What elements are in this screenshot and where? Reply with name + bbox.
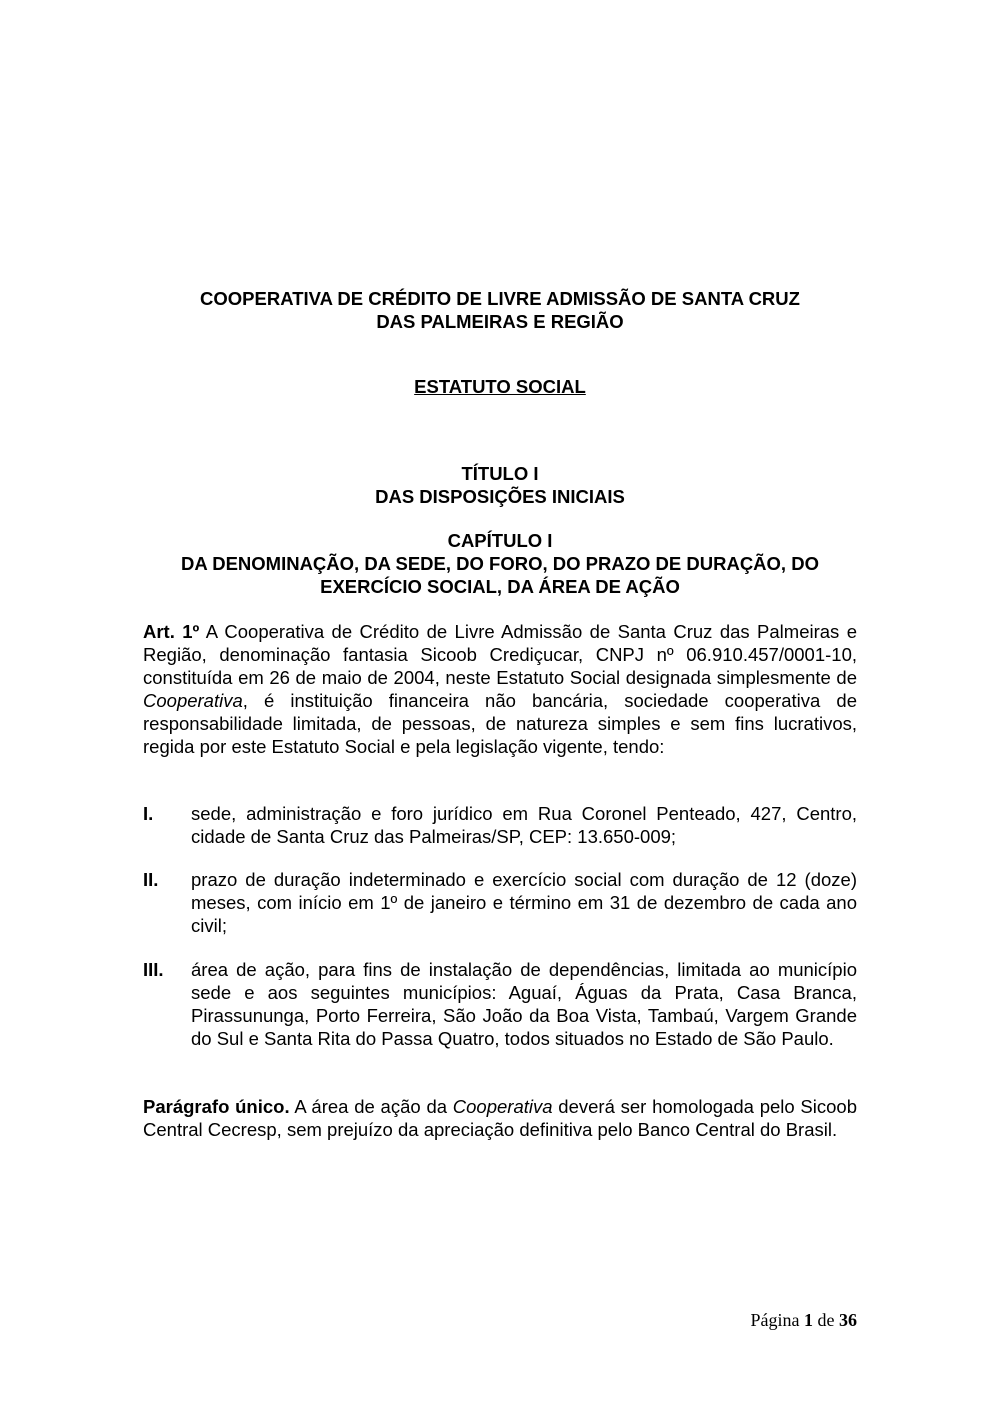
paragrafo-unico <box>143 1095 857 1141</box>
page-footer <box>751 1309 858 1331</box>
title-label: TÍTULO I <box>461 463 539 484</box>
paragrafo-unico-label: Parágrafo único. <box>143 1096 290 1117</box>
document-title <box>143 375 857 398</box>
article-1-text-italic: Cooperativa <box>143 690 243 711</box>
of-word: de <box>817 1310 835 1330</box>
page-number: 1 <box>804 1310 813 1330</box>
document-title-text: ESTATUTO SOCIAL <box>414 376 586 397</box>
paragrafo-unico-text-part2: deverá ser homologada pelo Sicoob Central Cecresp, sem prejuízo da apreciação definitiva pelo Banco Central do Brasil. <box>143 1096 857 1140</box>
inciso-number: II. <box>143 869 159 890</box>
inciso-item <box>143 802 857 848</box>
chapter-name-line2: EXERCÍCIO SOCIAL, DA ÁREA DE AÇÃO <box>320 576 680 597</box>
chapter-heading <box>143 529 857 598</box>
inciso-item <box>143 958 857 1050</box>
inciso-number: I. <box>143 803 154 824</box>
paragrafo-unico-text-part1: A área de ação da <box>289 1096 453 1117</box>
total-pages: 36 <box>839 1310 857 1330</box>
title-heading <box>143 462 857 508</box>
paragrafo-unico-text-italic: Cooperativa <box>452 1096 553 1117</box>
page-word: Página <box>750 1310 800 1330</box>
title-name: DAS DISPOSIÇÕES INICIAIS <box>375 486 625 507</box>
article-1-label: Art. 1º <box>143 621 200 642</box>
inciso-text: prazo de duração indeterminado e exercício social com duração de 12 (doze) meses, com início em 1º de janeiro e término em 31 de dezembro de cada ano civil; <box>191 869 857 936</box>
chapter-name-line1: DA DENOMINAÇÃO, DA SEDE, DO FORO, DO PRAZO DE DURAÇÃO, DO <box>181 553 819 574</box>
inciso-number: III. <box>143 959 164 980</box>
inciso-item <box>143 868 857 937</box>
inciso-text: área de ação, para fins de instalação de dependências, limitada ao município sede e aos seguintes municípios: Aguaí, Águas da Prata, Casa Branca, Pirassununga, Porto Ferreira, São João da Boa Vista, Tambaú, Vargem Grande do Sul e Santa Rita do Passa Quatro, todos situados no Estado de São Paulo. <box>191 959 857 1049</box>
chapter-label: CAPÍTULO I <box>447 530 553 551</box>
organization-name-line1: COOPERATIVA DE CRÉDITO DE LIVRE ADMISSÃO DE SANTA CRUZ <box>200 288 800 309</box>
article-1 <box>143 620 857 758</box>
inciso-text: sede, administração e foro jurídico em Rua Coronel Penteado, 427, Centro, cidade de Santa Cruz das Palmeiras/SP, CEP: 13.650-009; <box>191 803 857 847</box>
article-1-text-part1: A Cooperativa de Crédito de Livre Admissão de Santa Cruz das Palmeiras e Região, denominação fantasia Sicoob Crediçucar, CNPJ nº 06.910.457/0001-10, constituída em 26 de maio de 2004, neste Estatuto Social designada simplesmente de <box>143 621 857 688</box>
organization-name-line2: DAS PALMEIRAS E REGIÃO <box>376 311 624 332</box>
organization-name <box>143 287 857 333</box>
article-1-text-part2: , é instituição financeira não bancária, sociedade cooperativa de responsabilidade limitada, de pessoas, de natureza simples e sem fins lucrativos, regida por este Estatuto Social e pela legislação vigente, tendo: <box>143 690 857 757</box>
